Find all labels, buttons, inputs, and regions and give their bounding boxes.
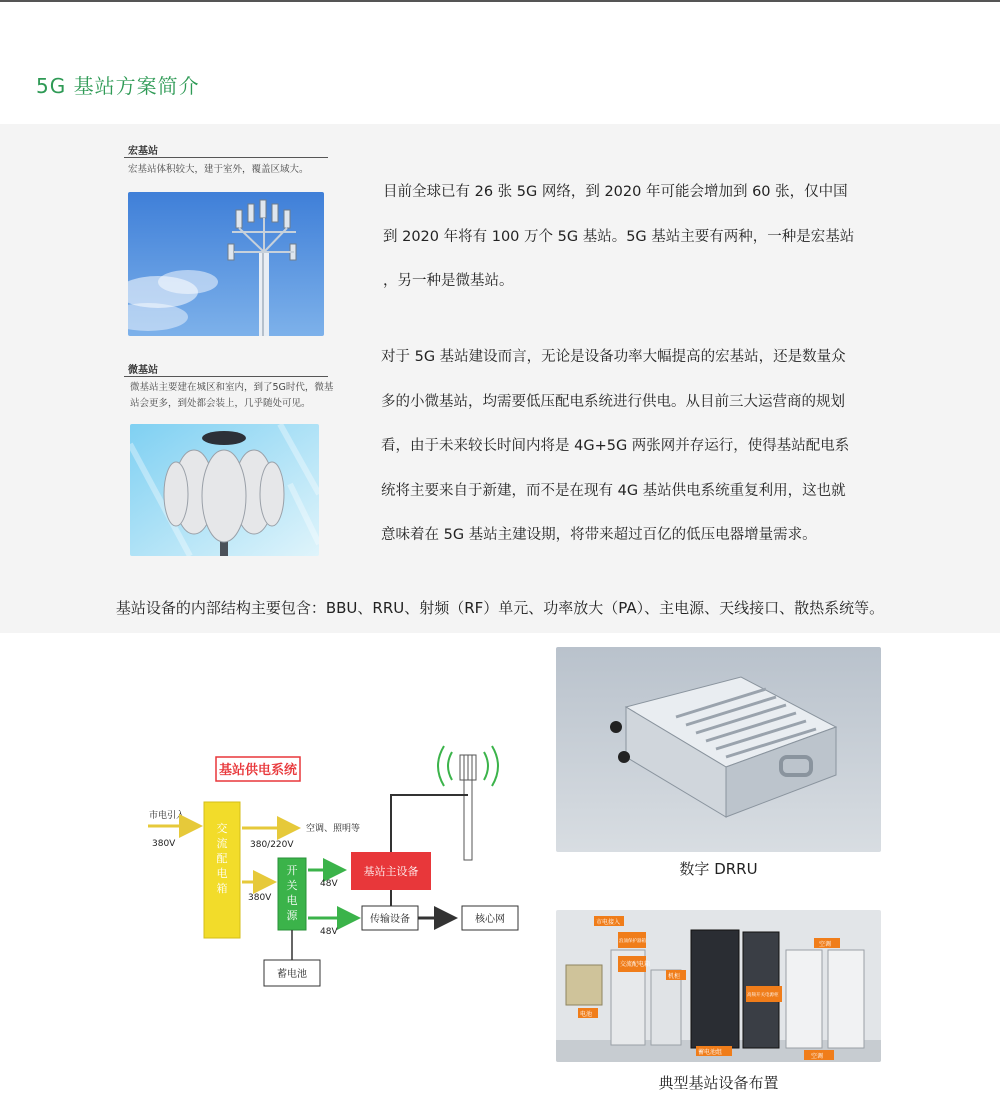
intro-line-3: ，另一种是微基站。 [383, 273, 514, 289]
core-network-label: 核心网 [475, 914, 505, 925]
main-equipment-label: 基站主设备 [363, 865, 419, 878]
room-label-3: 交流配电箱 [620, 961, 651, 968]
drru-caption: 数字 DRRU [679, 860, 758, 878]
detail-line-4: 统将主要来自于新建，而不是在现有 4G 基站供电系统重复利用，这也就 [381, 482, 846, 499]
v48-b-label: 48V [320, 927, 338, 937]
room-caption: 典型基站设备布置 [658, 1074, 779, 1092]
room-label-8: 空调 [819, 941, 832, 948]
detail-line-2: 多的小微基站，均需要低压配电系统进行供电。从目前三大运营商的规划 [381, 393, 845, 410]
drru-photo [556, 647, 881, 852]
micro-desc-line-1: 微基站主要建在城区和室内，到了5G时代，微基 [130, 382, 334, 393]
ac-box-label: 交流配电箱 [216, 822, 228, 895]
power-supply-diagram [140, 730, 540, 1010]
micro-desc-line-2: 站会更多，到处都会装上，几乎随处可见。 [130, 398, 311, 409]
intro-line-2: 到 2020 年将有 100 万个 5G 基站。5G 基站主要有两种，一种是宏基站 [383, 228, 855, 245]
macro-divider [124, 157, 328, 158]
transmission-label: 传输设备 [370, 914, 410, 925]
equipment-room-photo [556, 910, 881, 1062]
room-label-7: 蓄电池组 [698, 1049, 723, 1056]
room-label-6: 高频开关电源柜 [747, 993, 779, 998]
micro-station-photo [130, 424, 319, 556]
top-border [0, 0, 1000, 2]
detail-line-3: 看，由于未来较长时间内将是 4G+5G 两张网并存运行，使得基站配电系 [381, 438, 850, 454]
room-label-5: 机柜 [668, 973, 681, 980]
intro-paragraph [383, 170, 854, 304]
diagram-title: 基站供电系统 [218, 763, 298, 778]
ac-light-label: 空调、照明等 [306, 824, 361, 834]
v48-a-label: 48V [320, 879, 338, 889]
v380-b-label: 380V [248, 893, 272, 903]
v380-220-label: 380/220V [250, 840, 294, 850]
antenna-icon [438, 746, 498, 860]
summary-text: 基站设备的内部结构主要包含：BBU、RRU、射频（RF）单元、功率放大（PA）、主电源、天线接口、散热系统等。 [115, 599, 885, 617]
intro-line-1: 目前全球已有 26 张 5G 网络，到 2020 年可能会增加到 60 张，仅中国 [383, 184, 848, 200]
macro-heading: 宏基站 [128, 146, 158, 157]
section-title: 5G 基站方案简介 [36, 74, 200, 98]
room-label-4: 电池 [580, 1011, 593, 1018]
micro-divider [124, 376, 328, 377]
v380-a-label: 380V [152, 839, 176, 849]
detail-line-1: 对于 5G 基站建设而言，无论是设备功率大幅提高的宏基站，还是数量众 [381, 349, 846, 365]
switch-psu-label: 开关电源 [286, 864, 298, 922]
battery-label: 蓄电池 [277, 969, 307, 980]
room-label-1: 市电接入 [596, 919, 621, 926]
detail-paragraph [381, 335, 849, 558]
room-label-9: 空调 [811, 1053, 824, 1060]
micro-heading: 微基站 [128, 365, 158, 376]
mains-in-label: 市电引入 [149, 811, 186, 821]
macro-station-photo [128, 192, 324, 336]
detail-line-5: 意味着在 5G 基站主建设期，将带来超过百亿的低压电器增量需求。 [381, 527, 817, 543]
macro-desc: 宏基站体积较大，建于室外，覆盖区域大。 [128, 164, 309, 175]
room-label-2: 浪涌保护器箱 [619, 939, 646, 944]
